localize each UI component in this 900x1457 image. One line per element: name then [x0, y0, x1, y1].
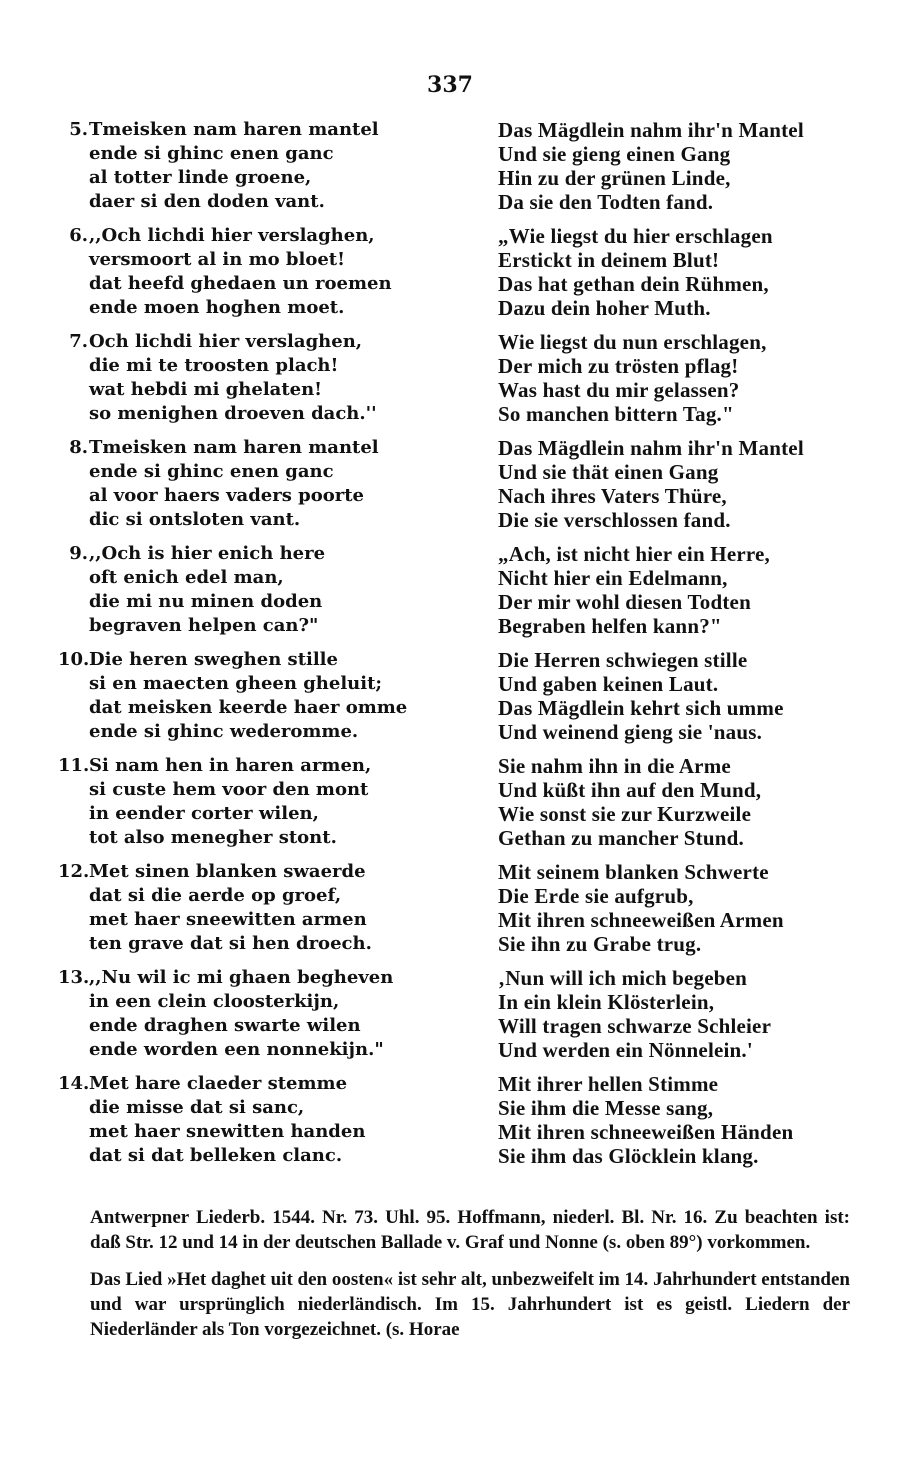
- stanza-number: 7.: [69, 331, 88, 352]
- dutch-line: met haer sneewitten armen: [89, 909, 367, 930]
- german-stanza: [498, 224, 858, 320]
- source-notes: [90, 1205, 850, 1342]
- page-number: 337: [427, 72, 473, 98]
- dutch-line: ende si ghinc wederomme.: [89, 721, 359, 742]
- german-line: Sie nahm ihn in die Arme: [498, 754, 731, 778]
- german-line: Wie sonst sie zur Kurzweile: [498, 802, 752, 826]
- german-stanza: [498, 966, 858, 1062]
- german-line: Und weinend gieng sie 'naus.: [498, 720, 763, 744]
- german-line: „Wie liegst du hier erschlagen: [498, 224, 773, 248]
- stanza: [0, 330, 900, 436]
- german-line: So manchen bittern Tag.": [498, 402, 734, 426]
- stanza: [0, 754, 900, 860]
- german-stanza: [498, 754, 858, 850]
- german-line: Mit ihren schneeweißen Händen: [498, 1120, 794, 1144]
- stanza: [0, 436, 900, 542]
- german-line: Und gaben keinen Laut.: [498, 672, 719, 696]
- stanza: [0, 966, 900, 1072]
- stanza: [0, 118, 900, 224]
- german-line: Sie ihm die Messe sang,: [498, 1096, 714, 1120]
- dutch-line: ende moen hoghen moet.: [89, 297, 345, 318]
- german-line: Erstickt in deinem Blut!: [498, 248, 720, 272]
- dutch-line: Tmeisken nam haren mantel: [89, 119, 379, 140]
- german-line: Das Mägdlein kehrt sich umme: [498, 696, 784, 720]
- dutch-line: begraven helpen can?": [89, 615, 319, 636]
- german-line: Mit ihrer hellen Stimme: [498, 1072, 719, 1096]
- dutch-line: Si nam hen in haren armen,: [89, 755, 372, 776]
- german-line: Wie liegst du nun erschlagen,: [498, 330, 767, 354]
- german-stanza: [498, 118, 858, 214]
- source-note: Antwerpner Liederb. 1544. Nr. 73. Uhl. 95. Hoffmann, niederl. Bl. Nr. 16. Zu beachten ist: daß Str. 12 und 14 in der deutschen Ballade v. Graf und Nonne (s. oben 89°) vorkommen.: [90, 1207, 850, 1253]
- dutch-line: ,,Och lichdi hier verslaghen,: [89, 225, 375, 246]
- dutch-line: Met hare claeder stemme: [89, 1073, 348, 1094]
- stanza-number: 9.: [69, 543, 88, 564]
- stanza-number: 13.: [58, 967, 90, 988]
- german-stanza: [498, 860, 858, 956]
- dutch-line: wat hebdi mi ghelaten!: [89, 379, 323, 400]
- dutch-line: dat si dat belleken clanc.: [89, 1145, 343, 1166]
- dutch-line: Och lichdi hier verslaghen,: [89, 331, 363, 352]
- german-line: Mit seinem blanken Schwerte: [498, 860, 769, 884]
- german-stanza: [498, 542, 858, 638]
- dutch-line: ende si ghinc enen ganc: [89, 143, 334, 164]
- dutch-line: ende draghen swarte wilen: [89, 1015, 361, 1036]
- dutch-line: ende si ghinc enen ganc: [89, 461, 334, 482]
- german-line: In ein klein Klösterlein,: [498, 990, 715, 1014]
- stanza: [0, 860, 900, 966]
- german-line: Der mir wohl diesen Todten: [498, 590, 751, 614]
- dutch-line: in een clein cloosterkijn,: [89, 991, 340, 1012]
- dutch-line: si custe hem voor den mont: [89, 779, 369, 800]
- german-line: ‚Nun will ich mich begeben: [498, 966, 748, 990]
- stanza-number: 10.: [58, 649, 90, 670]
- dutch-line: oft enich edel man,: [89, 567, 284, 588]
- dutch-line: die mi te troosten plach!: [89, 355, 339, 376]
- dutch-line: versmoort al in mo bloet!: [89, 249, 346, 270]
- commentary-note: Das Lied »Het daghet uit den oosten« ist sehr alt, unbezweifelt im 14. Jahrhundert entstanden und war ursprünglich niederländisch. Im 15. Jahrhundert ist es geistl. Liedern der Niederländer als Ton vorgezeichnet. (s. Horae: [90, 1269, 850, 1340]
- dutch-line: dat meisken keerde haer omme: [89, 697, 408, 718]
- german-line: Das hat gethan dein Rühmen,: [498, 272, 769, 296]
- german-line: Die sie verschlossen fand.: [498, 508, 731, 532]
- german-line: Begraben helfen kann?": [498, 614, 722, 638]
- stanza-number: 14.: [58, 1073, 90, 1094]
- dutch-line: Die heren sweghen stille: [89, 649, 338, 670]
- german-line: Hin zu der grünen Linde,: [498, 166, 731, 190]
- german-line: Da sie den Todten fand.: [498, 190, 714, 214]
- german-stanza: [498, 1072, 858, 1168]
- stanza-number: 12.: [58, 861, 90, 882]
- dutch-line: daer si den doden vant.: [89, 191, 325, 212]
- stanza-number: 8.: [69, 437, 88, 458]
- german-line: Mit ihren schneeweißen Armen: [498, 908, 784, 932]
- german-line: Nicht hier ein Edelmann,: [498, 566, 728, 590]
- dutch-line: ende worden een nonnekijn.": [89, 1039, 384, 1060]
- dutch-line: dat heefd ghedaen un roemen: [89, 273, 392, 294]
- dutch-line: Tmeisken nam haren mantel: [89, 437, 379, 458]
- german-stanza: [498, 436, 858, 532]
- dutch-line: Met sinen blanken swaerde: [89, 861, 366, 882]
- dutch-line: met haer snewitten handen: [89, 1121, 366, 1142]
- german-stanza: [498, 330, 858, 426]
- german-line: Der mich zu trösten pflag!: [498, 354, 739, 378]
- german-line: Das Mägdlein nahm ihr'n Mantel: [498, 436, 804, 460]
- dutch-line: die mi nu minen doden: [89, 591, 323, 612]
- dutch-line: ten grave dat si hen droech.: [89, 933, 372, 954]
- parallel-text: [0, 118, 900, 1178]
- stanza-number: 6.: [69, 225, 88, 246]
- german-line: Dazu dein hoher Muth.: [498, 296, 711, 320]
- german-line: Die Erde sie aufgrub,: [498, 884, 694, 908]
- dutch-line: die misse dat si sanc,: [89, 1097, 305, 1118]
- dutch-line: al totter linde groene,: [89, 167, 312, 188]
- german-line: Sie ihm das Glöcklein klang.: [498, 1144, 759, 1168]
- german-line: Was hast du mir gelassen?: [498, 378, 740, 402]
- german-line: Gethan zu mancher Stund.: [498, 826, 744, 850]
- dutch-line: al voor haers vaders poorte: [89, 485, 364, 506]
- german-line: Und sie thät einen Gang: [498, 460, 719, 484]
- dutch-line: si en maecten gheen gheluit;: [89, 673, 383, 694]
- dutch-line: ,,Nu wil ic mi ghaen begheven: [89, 967, 394, 988]
- german-line: Und sie gieng einen Gang: [498, 142, 731, 166]
- stanza: [0, 1072, 900, 1178]
- dutch-line: dat si die aerde op groef,: [89, 885, 342, 906]
- german-line: Das Mägdlein nahm ihr'n Mantel: [498, 118, 804, 142]
- german-line: Will tragen schwarze Schleier: [498, 1014, 772, 1038]
- dutch-line: in eender corter wilen,: [89, 803, 319, 824]
- german-line: Und werden ein Nönnelein.': [498, 1038, 753, 1062]
- german-line: „Ach, ist nicht hier ein Herre,: [498, 542, 770, 566]
- german-line: Die Herren schwiegen stille: [498, 648, 748, 672]
- german-line: Sie ihn zu Grabe trug.: [498, 932, 702, 956]
- stanza: [0, 648, 900, 754]
- stanza: [0, 542, 900, 648]
- german-line: Nach ihres Vaters Thüre,: [498, 484, 727, 508]
- dutch-line: dic si ontsloten vant.: [89, 509, 301, 530]
- german-stanza: [498, 648, 858, 744]
- stanza-number: 11.: [58, 755, 90, 776]
- stanza-number: 5.: [69, 119, 88, 140]
- german-line: Und küßt ihn auf den Mund,: [498, 778, 762, 802]
- dutch-line: ,,Och is hier enich here: [89, 543, 326, 564]
- dutch-line: tot also menegher stont.: [89, 827, 337, 848]
- stanza: [0, 224, 900, 330]
- dutch-line: so menighen droeven dach.'': [89, 403, 377, 424]
